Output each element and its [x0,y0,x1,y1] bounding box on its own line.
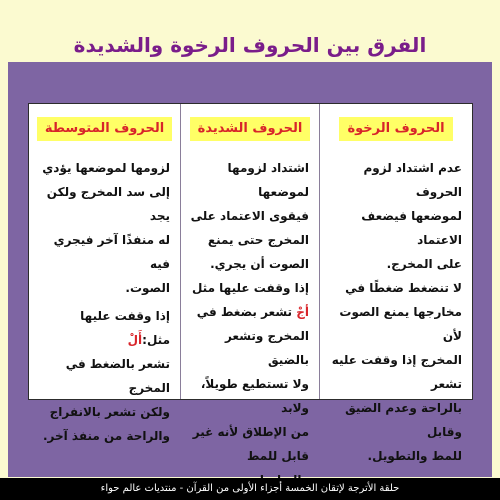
text-line: مخارجها يمنع الصوت لأن [339,305,462,343]
example-word-red: أجْ [296,305,309,319]
column-hard-letters [180,104,320,463]
text-line: ولا تستطيع طويلاً، ولابد [200,377,309,415]
text-line: بالراحة وعدم الضيق وقابل [345,401,462,439]
column-soft-letters [320,104,472,463]
text-line [189,300,309,324]
text-line: المخرج وتشعر بالضيق [224,329,309,367]
text-line: إلى سد المخرج ولكن يجد [46,185,170,223]
column-header-hard: الحروف الشديدة [190,117,311,141]
text-fragment: تشعر بضغط في [196,305,293,319]
column-text-medium [37,156,170,448]
text-line [37,304,170,352]
column-header-medium: الحروف المتوسطة [37,117,172,141]
text-line: عدم اشتداد لزوم الحروف [363,161,462,199]
text-line: على المخرج. [386,257,462,271]
text-line: إذا وقفت عليها مثل [191,281,309,295]
footer-caption: حلقة الأترجة لإتقان الخمسة أجزاء الأولى من القرآن - منتديات عالم حواء [0,478,500,500]
text-line: فيقوى الاعتماد على [190,209,309,223]
column-text-hard [189,156,309,492]
text-line: المخرج حتى يمنع [207,233,309,247]
text-line: لا تنضغط ضغطًا في [345,281,462,295]
text-line: قابل للمط [246,449,309,463]
text-line: تشعر بالضغط في المخرج [65,357,170,395]
example-word-red: أَلْ [127,333,143,347]
text-line: والراحة من منفذ آخر. [42,429,170,443]
text-line: له منفذًا آخر فيجري فيه [53,233,170,271]
text-line: المخرج إذا وقفت عليه تشعر [331,353,462,391]
text-line: للمط والتطويل. [367,449,462,463]
column-medium-letters [29,104,180,443]
text-line: اشتداد لزومها لموضعها [227,161,309,199]
text-fragment: إذا وقفت عليها مثل: [80,309,170,347]
comparison-table [28,103,473,463]
text-line: ولكن تشعر بالانفراج [49,405,170,419]
text-line: من الإطلاق لأنه غير [192,425,309,439]
text-line: لزومها لموضعها يؤدي [42,161,170,175]
page-title: الفرق بين الحروف الرخوة والشديدة [73,33,427,57]
column-header-soft: الحروف الرخوة [339,117,452,141]
text-line: الصوت. [125,281,170,295]
column-text-soft [328,156,462,468]
text-line: لموضعها فيضعف الاعتماد [361,209,462,247]
text-line: الصوت أن يجري. [210,257,309,271]
